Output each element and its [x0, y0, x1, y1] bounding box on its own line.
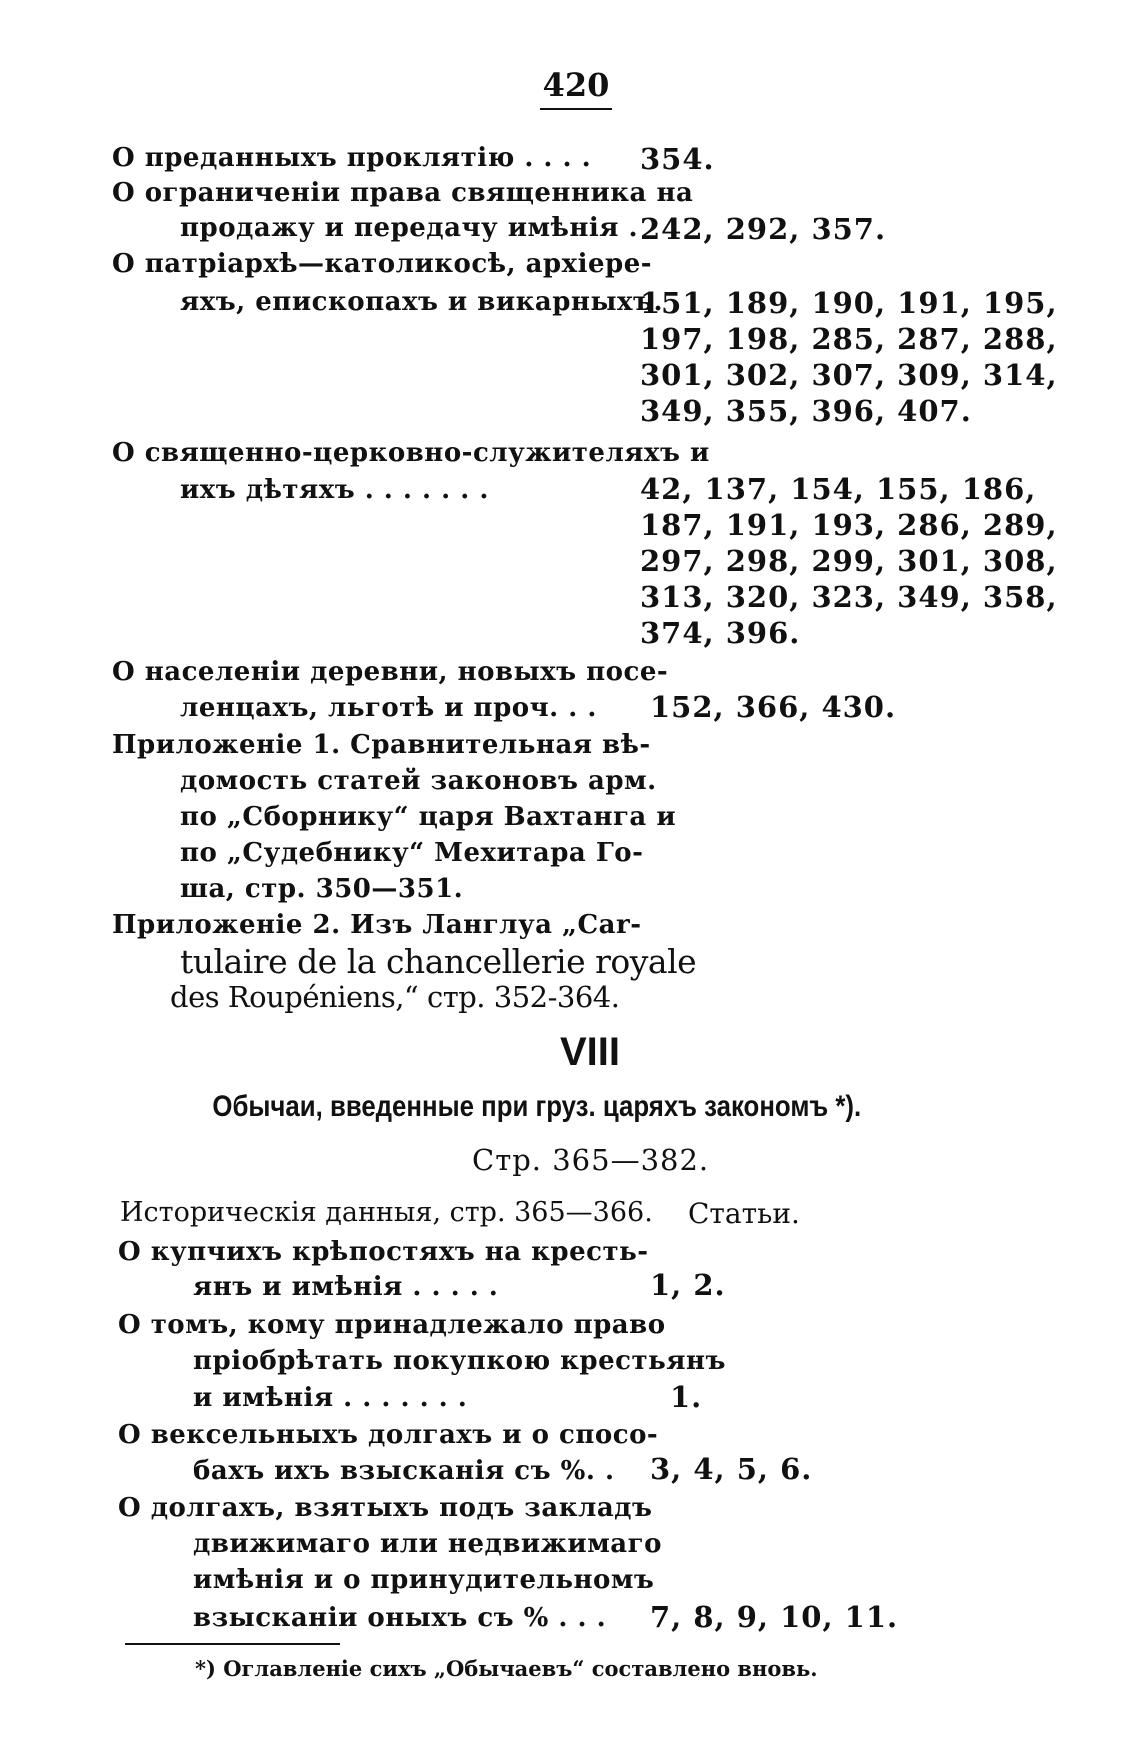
appendix-line: tulaire de la chancellerie royale	[180, 942, 697, 981]
entry-line: О вексельныхъ долгахъ и о спосо-	[118, 1420, 659, 1450]
entry-line: О священно-церковно-служителяхъ и	[112, 438, 710, 468]
entry-line: движимаго или недвижимаго	[193, 1529, 662, 1559]
entry-line: имѣнія и о принудительномъ	[193, 1565, 655, 1595]
article-numbers: 297, 298, 299, 301, 308,	[640, 544, 1058, 578]
page-number-rule	[540, 108, 612, 110]
section-title: Обычаи, введенные при груз. царяхъ закономъ *).	[212, 1090, 862, 1123]
entry-line: продажу и передачу имѣнія .	[180, 213, 639, 243]
appendix-line: Приложеніе 2. Изъ Ланглуа „Car-	[112, 910, 642, 940]
entry-line: О долгахъ, взятыхъ подъ закладъ	[118, 1493, 653, 1523]
article-numbers: 187, 191, 193, 286, 289,	[640, 508, 1058, 542]
appendix-line: ша, стр. 350—351.	[180, 874, 464, 904]
article-numbers: 374, 396.	[640, 616, 801, 650]
page-number: 420	[542, 66, 610, 104]
entry-line: О ограниченіи права священника на	[112, 178, 694, 208]
entry-line: О преданныхъ проклятію . . . .	[112, 143, 592, 173]
article-numbers: 1.	[670, 1380, 703, 1414]
entry-line: О томъ, кому принадлежало право	[118, 1310, 666, 1340]
article-numbers: 42, 137, 154, 155, 186,	[640, 472, 1037, 506]
footnote-rule	[125, 1643, 340, 1645]
entry-line: бахъ ихъ взысканія съ %. .	[193, 1456, 615, 1486]
entry-line: ихъ дѣтяхъ . . . . . . .	[180, 475, 489, 505]
appendix-line: по „Судебнику“ Мехитара Го-	[180, 838, 644, 868]
entry-line: О купчихъ крѣпостяхъ на кресть-	[118, 1237, 649, 1267]
article-numbers: 197, 198, 285, 287, 288,	[640, 322, 1058, 356]
entry-line: янъ и имѣнія . . . . .	[193, 1272, 499, 1302]
article-numbers: 151, 189, 190, 191, 195,	[640, 286, 1058, 320]
appendix-line: Приложеніе 1. Сравнительная вѣ-	[112, 730, 651, 760]
appendix-line: домость статей законовъ арм.	[180, 766, 657, 796]
appendix-line: по „Сборнику“ царя Вахтанга и	[180, 802, 677, 832]
article-numbers: 7, 8, 9, 10, 11.	[650, 1600, 899, 1634]
entry-line: яхъ, епископахъ и викарныхъ.	[180, 287, 664, 317]
article-numbers: 301, 302, 307, 309, 314,	[640, 358, 1058, 392]
section-number: VIII	[560, 1030, 621, 1074]
entry-line: взысканіи оныхъ съ % . . .	[193, 1603, 607, 1633]
footnote: *) Оглавленіе сихъ „Обычаевъ“ составлено вновь.	[195, 1656, 818, 1681]
entry-line: О населеніи деревни, новыхъ посе-	[112, 657, 669, 687]
section-pages: Стр. 365—382.	[472, 1143, 710, 1177]
article-numbers: 3, 4, 5, 6.	[650, 1452, 813, 1486]
appendix-line: des Roupéniens,“ стр. 352-364.	[170, 980, 620, 1014]
entry-line: Историческія данныя, стр. 365—366.	[120, 1197, 653, 1228]
article-numbers: 242, 292, 357.	[640, 212, 887, 246]
column-heading: Статьи.	[688, 1197, 800, 1230]
entry-line: ленцахъ, льготѣ и проч. . .	[180, 693, 597, 723]
entry-line: пріобрѣтать покупкою крестьянъ	[193, 1346, 726, 1376]
article-numbers: 313, 320, 323, 349, 358,	[640, 580, 1058, 614]
article-numbers: 1, 2.	[650, 1268, 726, 1302]
article-numbers: 152, 366, 430.	[650, 690, 897, 724]
article-numbers: 349, 355, 396, 407.	[640, 394, 972, 428]
entry-line: и имѣнія . . . . . . .	[193, 1383, 468, 1413]
entry-line: О патріархѣ—католикосѣ, архіере-	[112, 249, 653, 279]
article-numbers: 354.	[640, 142, 715, 176]
